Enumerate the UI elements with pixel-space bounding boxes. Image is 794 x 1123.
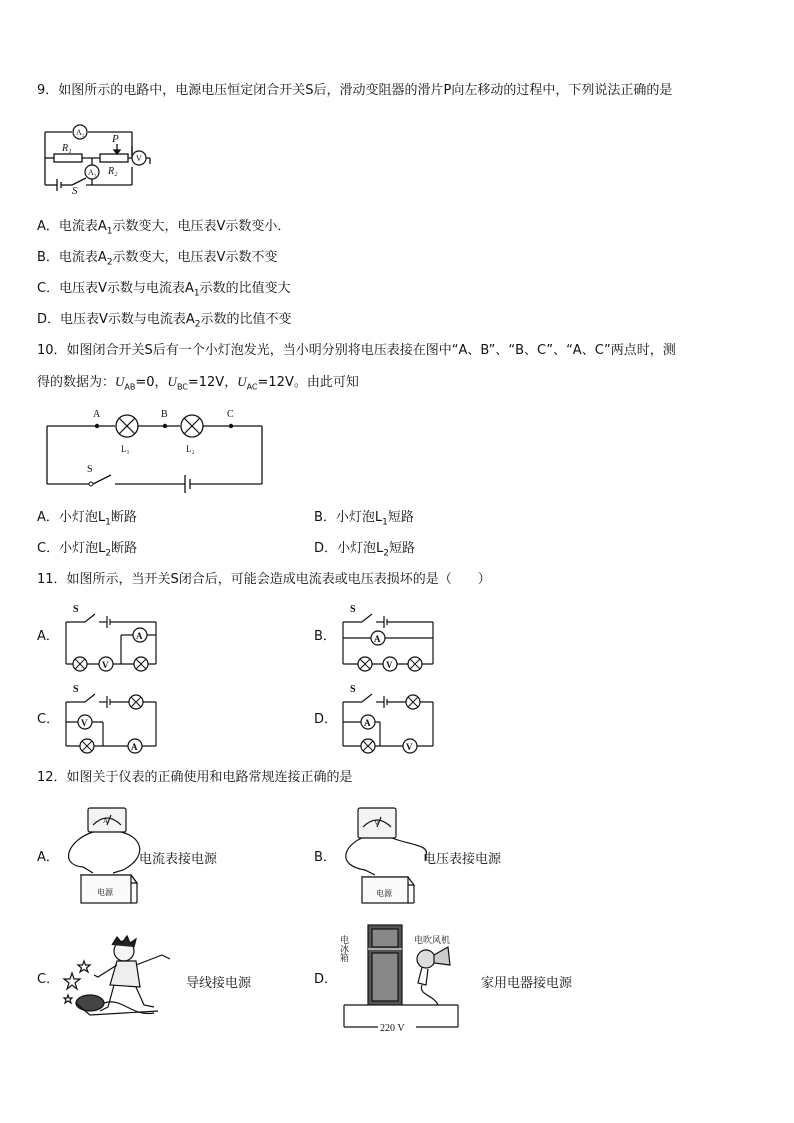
- svg-text:S: S: [73, 684, 79, 695]
- svg-text:A: A: [374, 634, 381, 644]
- svg-text:V: V: [386, 660, 393, 670]
- q9-circuit-diagram: [42, 122, 152, 197]
- q12-option-d-label[interactable]: D．: [314, 972, 338, 987]
- q12-caption-d: 家用电器接电源: [481, 976, 573, 991]
- point-b-label: B: [161, 409, 168, 420]
- q10-option-b[interactable]: B．小灯泡$L_1$短路: [314, 510, 414, 528]
- svg-text:A: A: [103, 817, 109, 825]
- switch-s-label: S: [87, 464, 93, 475]
- svg-text:V: V: [81, 718, 88, 728]
- r2-label: R₂: [108, 166, 118, 177]
- q12-option-a-label[interactable]: A．: [37, 850, 59, 865]
- r1-label: R₁: [62, 143, 72, 154]
- q9-option-d[interactable]: D．电压表V示数与电流表$A_2$示数的比值不变: [37, 312, 292, 330]
- svg-text:S: S: [73, 604, 79, 615]
- a2-label: A₂: [76, 128, 85, 137]
- q11-stem: 11．如图所示，当开关S闭合后，可能会造成电流表或电压表损坏的是（ ）: [37, 572, 491, 587]
- q10-option-c[interactable]: C．小灯泡$L_2$断路: [37, 541, 138, 559]
- q11-option-b-label[interactable]: B．: [314, 629, 336, 644]
- q12-option-d-illustration[interactable]: [338, 923, 468, 1033]
- p-label: P: [112, 133, 119, 145]
- svg-text:电源: 电源: [376, 889, 392, 898]
- q12-stem: 12．如图关于仪表的正确使用和电路常规连接正确的是: [37, 770, 353, 785]
- q11-option-b-circuit[interactable]: [340, 602, 440, 670]
- fridge-label: 电冰箱: [339, 935, 349, 962]
- svg-text:电源: 电源: [97, 888, 113, 897]
- l1-label: L₁: [121, 444, 130, 454]
- q12-caption-c: 导线接电源: [186, 976, 252, 991]
- q12-caption-b: 电压表接电源: [423, 852, 502, 867]
- q9-option-a[interactable]: A．电流表$A_1$示数变大，电压表V示数变小．: [37, 219, 291, 237]
- point-c-label: C: [227, 409, 234, 420]
- q11-option-d-circuit[interactable]: [340, 682, 440, 752]
- q9-option-c[interactable]: C．电压表V示数与电流表$A_1$示数的比值变大: [37, 281, 291, 299]
- lamp-l1-icon: [116, 415, 138, 437]
- q11-option-c-label[interactable]: C．: [37, 712, 60, 727]
- l2-label: L₂: [186, 444, 195, 454]
- q12-caption-a: 电流表接电源: [139, 852, 218, 867]
- svg-text:V: V: [406, 742, 413, 752]
- voltage-label: 220 V: [380, 1023, 405, 1034]
- q10-stem-line1: 10．如图闭合开关S后有一个小灯泡发光，当小明分别将电压表接在图中“A、B”、“B、C”、“A、C”两点时，测: [37, 343, 676, 358]
- s-label: S: [72, 185, 78, 197]
- svg-text:A: A: [131, 742, 138, 752]
- svg-text:V: V: [102, 660, 109, 670]
- a1-label: A₁: [88, 168, 97, 177]
- q12-option-c-illustration[interactable]: [62, 935, 187, 1020]
- q9-stem: 9．如图所示的电路中，电源电压恒定闭合开关S后，滑动变阻器的滑片P向左移动的过程中，下列说法正确的是: [37, 83, 673, 98]
- v-label: V: [136, 154, 142, 163]
- q9-option-b[interactable]: B．电流表$A_2$示数变大，电压表V示数不变: [37, 250, 278, 268]
- svg-text:S: S: [350, 604, 356, 615]
- q11-option-d-label[interactable]: D．: [314, 712, 338, 727]
- q10-option-a[interactable]: A．小灯泡$L_1$断路: [37, 510, 137, 528]
- svg-text:A: A: [136, 631, 143, 641]
- q12-option-a-illustration[interactable]: [63, 805, 148, 905]
- q11-option-c-circuit[interactable]: [63, 682, 163, 752]
- svg-text:A: A: [364, 718, 371, 728]
- dryer-label: 电吹风机: [414, 935, 451, 945]
- q11-option-a-label[interactable]: A．: [37, 629, 59, 644]
- q10-option-d[interactable]: D．小灯泡$L_2$短路: [314, 541, 416, 559]
- q12-option-c-label[interactable]: C．: [37, 972, 60, 987]
- q10-circuit-diagram: [45, 405, 265, 495]
- lamp-l2-icon: [181, 415, 203, 437]
- svg-text:V: V: [374, 819, 380, 827]
- svg-text:S: S: [350, 684, 356, 695]
- point-a-label: A: [93, 409, 101, 420]
- q11-option-a-circuit[interactable]: [63, 602, 163, 670]
- q12-option-b-label[interactable]: B．: [314, 850, 336, 865]
- q10-stem-line2: 得的数据为：$U_{AB}=0$，$U_{BC}=12V$，$U_{AC}=12V$。由此可知: [37, 374, 359, 392]
